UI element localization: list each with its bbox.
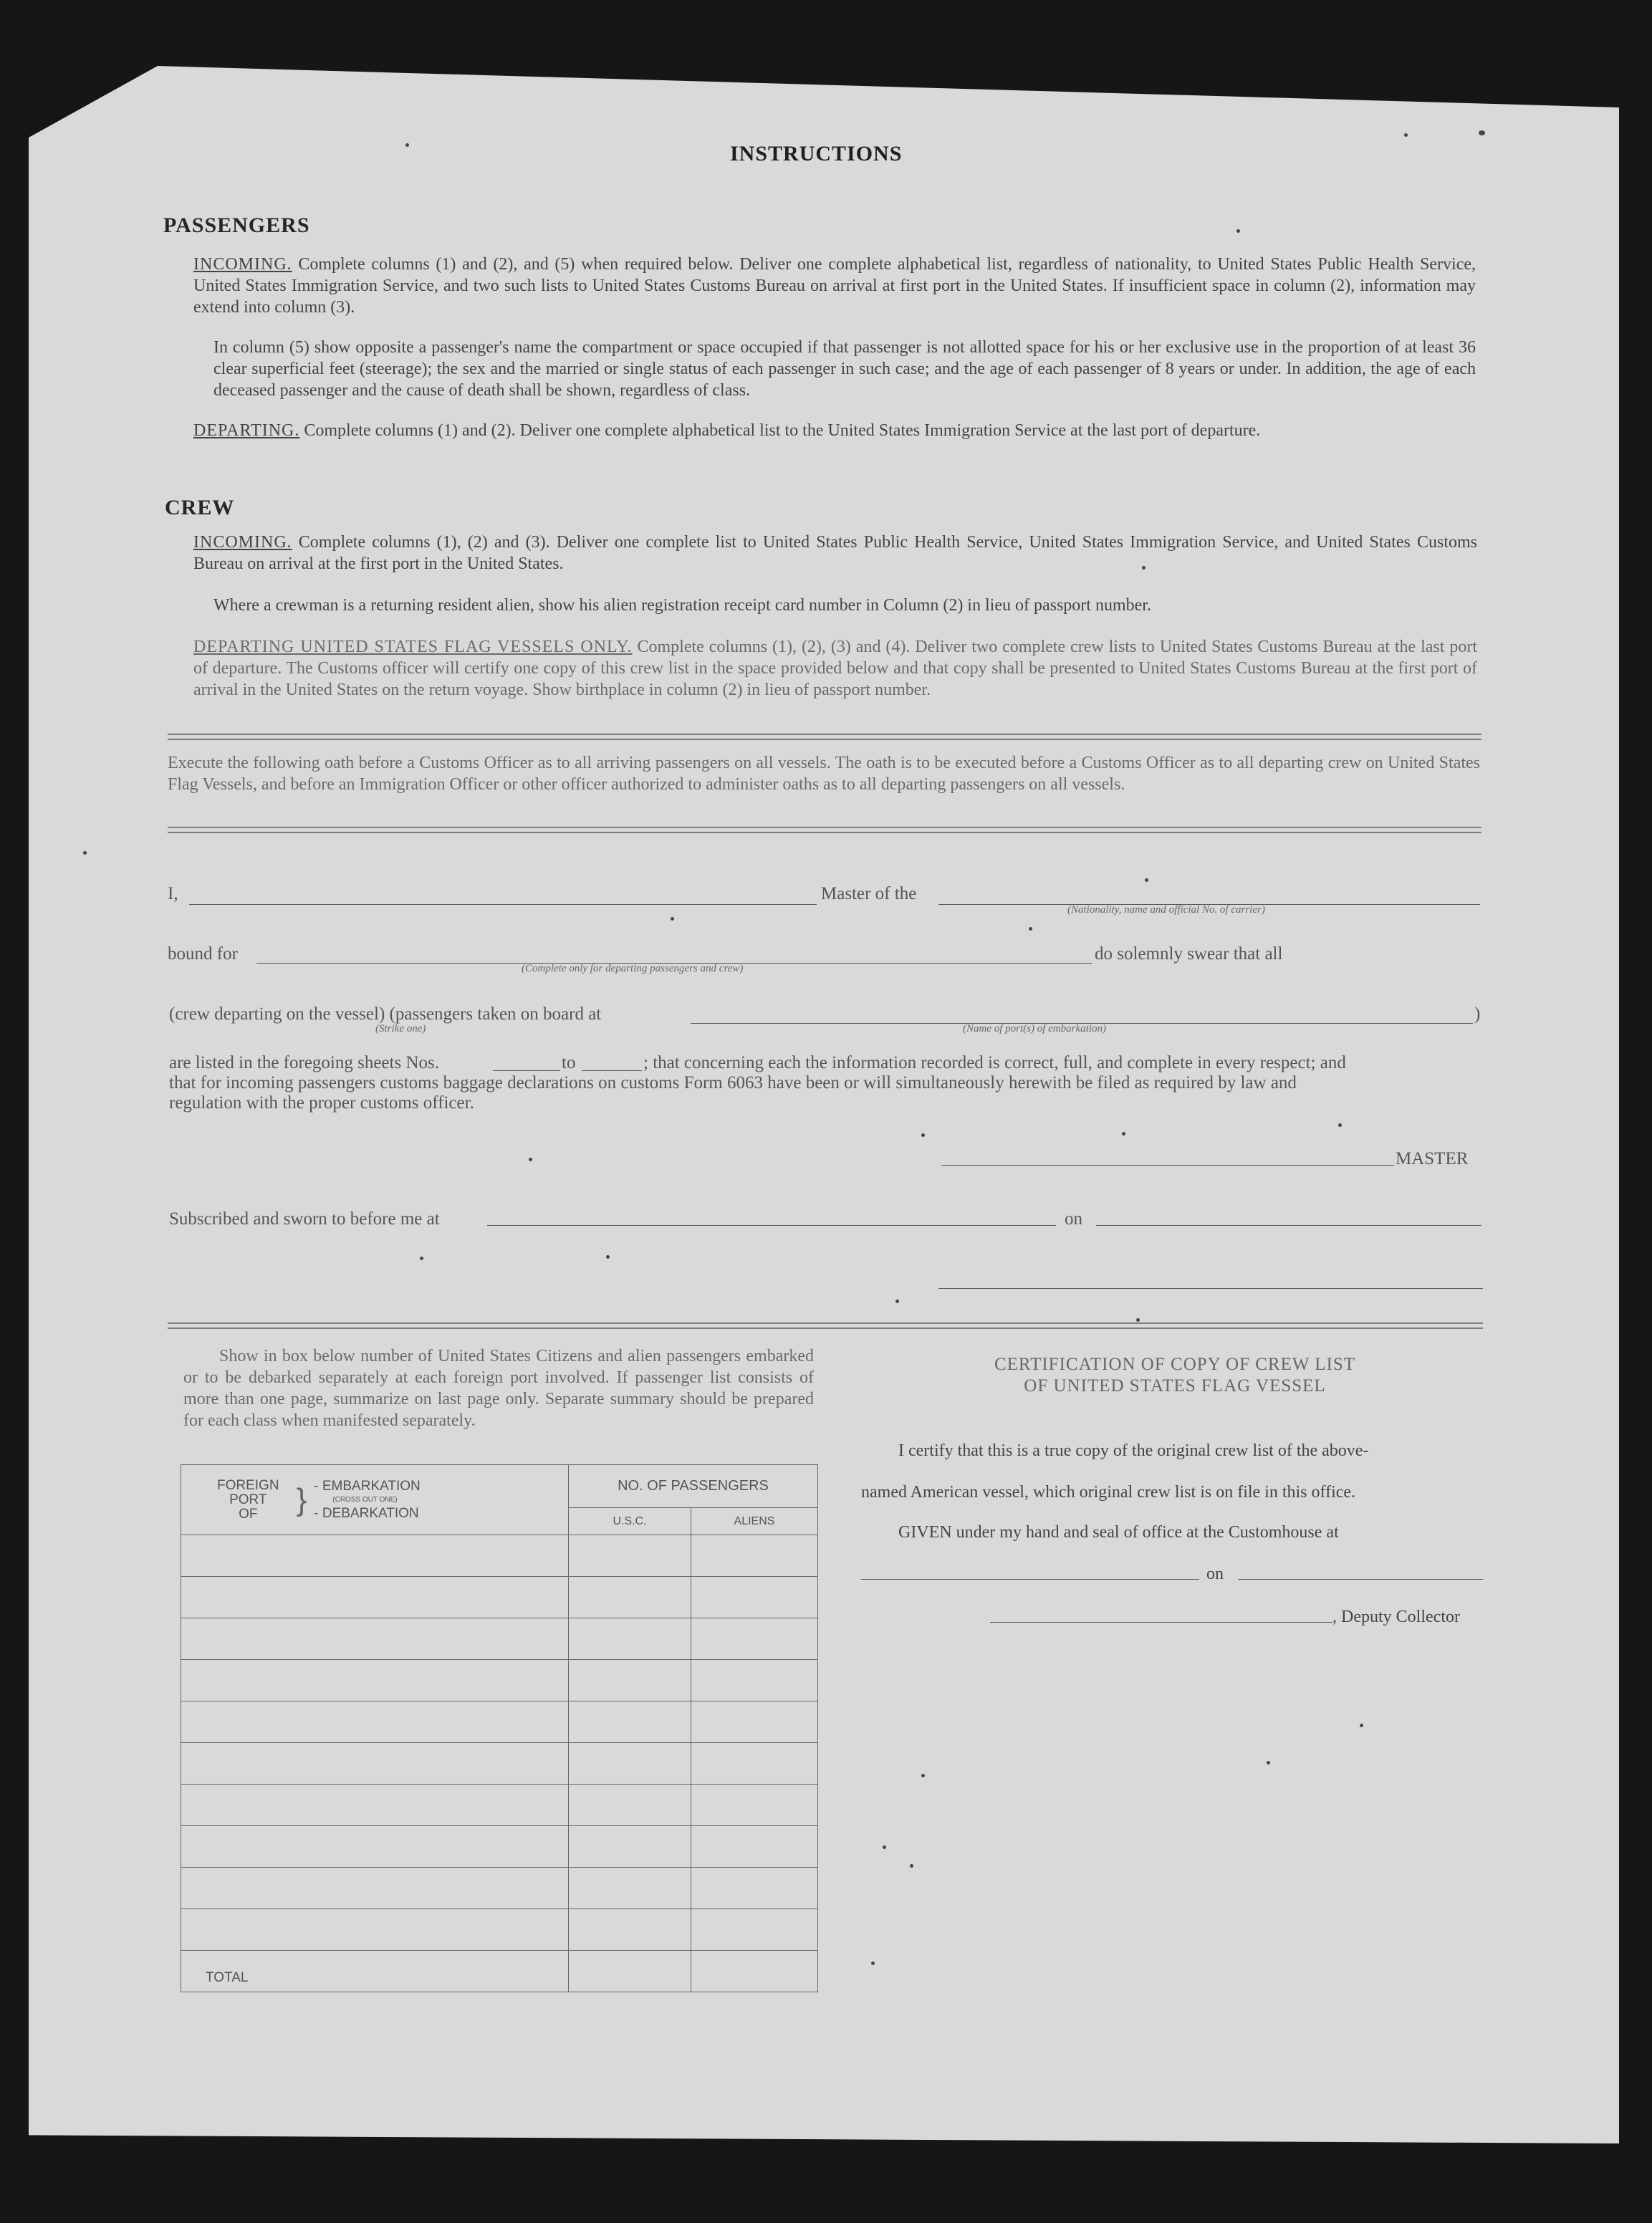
passengers-departing-text: Complete columns (1) and (2). Deliver one complete alphabetical list to the United States Immigration Service at the last port of departure. [304,421,1261,440]
table-row [181,1868,818,1909]
table-row [181,1826,818,1868]
carrier-caption: (Nationality, name and official No. of carrier) [1067,904,1265,916]
certification-line-3: GIVEN under my hand and seal of office at the Customhouse at [898,1523,1339,1542]
certification-line-1: I certify that this is a true copy of the original crew list of the above- [898,1441,1369,1460]
passengers-departing-label: DEPARTING. [193,421,300,440]
crew-departing-label: DEPARTING UNITED STATES FLAG VESSELS ONLY. [193,638,633,656]
strike-caption: (Strike one) [375,1023,426,1034]
master-of-the-label: Master of the [821,884,917,903]
crew-departing-text: Complete columns (1), (2), (3) and (4). Deliver two complete crew lists to United States Customs Bureau at the last port of departure. The Customs officer will certify one copy of this crew list in the space provided below and that copy shall be presented to United States Customs Bureau at the first port of arrival in the United States on the return voyage. Show birthplace in column (2) in lieu of passport number. [193,638,1478,699]
sworn-date-field[interactable] [1096,1225,1481,1226]
sheets-text-c: that for incoming passengers customs baggage declarations on customs Form 6063 have been or will simultaneously herewith be filed as required by law and [169,1073,1297,1093]
scan-speck [1479,130,1485,135]
crew-departing-label-line: (crew departing on the vessel) (passengers taken on board at [169,1004,602,1024]
sworn-place-field[interactable] [487,1225,1056,1226]
sworn-on-label: on [1065,1209,1082,1229]
table-row [181,1618,818,1660]
scan-speck [671,917,674,921]
section-divider [168,734,1481,740]
passengers-incoming-text: Complete columns (1) and (2), and (5) when required below. Deliver one complete alphabetical list, regardless of nationality, to United States Public Health Service, United States Immigration Service, and two such lists to United States Customs Bureau on arrival at first port in the United States. If insufficient space in column (2), information may extend into column (3). [193,255,1476,317]
table-row [181,1660,818,1701]
certification-date-field[interactable] [1238,1579,1483,1580]
table-row [181,1535,818,1577]
brace-icon: } [296,1482,307,1517]
master-signature-field[interactable] [941,1165,1394,1166]
bound-for-caption: (Complete only for departing passengers and crew) [522,963,744,974]
scan-speck [606,1255,610,1259]
embarkation-label[interactable]: - EMBARKATION [314,1479,421,1494]
officer-signature-field[interactable] [938,1288,1483,1289]
scan-speck [921,1774,925,1777]
total-row [181,1951,818,1992]
scan-speck [1404,133,1408,137]
scan-speck [1145,878,1148,882]
table-row [181,1743,818,1785]
scan-speck [405,143,409,147]
port-header-cell [181,1465,569,1535]
passengers-column5-paragraph: In column (5) show opposite a passenger's name the compartment or space occupied if that passenger is not allotted space for his or her exclusive use in the proportion of at least 36 clear superficial feet (steerage); the sex and the married or single status of each passenger in such case; and the age of each passenger of 8 years or under. In addition, the age of each deceased passenger and the cause of death shall be shown, regardless of class. [213,338,1476,400]
page-title: INSTRUCTIONS [730,142,903,165]
crew-departing-paragraph [193,636,1477,701]
table-row [181,1909,818,1951]
customhouse-field[interactable] [861,1579,1199,1580]
total-label: TOTAL [181,1951,569,1992]
scan-speck [1360,1724,1363,1727]
sheets-text-b: ; that concerning each the information recorded is correct, full, and complete in every respect; and [643,1053,1346,1072]
deputy-signature-field[interactable] [990,1622,1332,1623]
scan-speck [895,1300,899,1303]
crew-incoming-paragraph [193,532,1477,575]
certification-title-line-1: CERTIFICATION OF COPY OF CREW LIST [994,1355,1356,1374]
scan-speck [871,1962,875,1965]
scan-speck [420,1257,423,1260]
scan-speck [921,1133,925,1137]
usc-header: U.S.C. [569,1508,691,1535]
certification-title-line-2: OF UNITED STATES FLAG VESSEL [1024,1376,1326,1396]
certification-title [867,1354,1483,1397]
crew-heading: CREW [165,496,235,519]
table-row [181,1785,818,1826]
debarkation-label[interactable]: - DEBARKATION [314,1506,419,1521]
scan-speck [1267,1761,1270,1765]
passengers-departing-paragraph [193,420,1476,441]
port-label: PORT [229,1492,267,1507]
master-label: MASTER [1396,1149,1469,1168]
crew-incoming-label: INCOMING. [193,533,292,552]
table-row [181,1577,818,1618]
sheets-to-field[interactable] [582,1070,642,1071]
scan-speck [910,1864,913,1868]
foreign-label: FOREIGN [217,1477,279,1493]
scan-speck [1136,1318,1140,1322]
scan-speck [1122,1132,1125,1135]
sheets-to-label: to [562,1053,576,1072]
close-paren: ) [1474,1004,1481,1024]
scan-speck [1029,927,1032,931]
sheets-from-field[interactable] [493,1070,560,1071]
passenger-summary-table [181,1464,818,1992]
no-of-passengers-header: NO. OF PASSENGERS [569,1465,818,1508]
bound-for-label: bound for [168,944,238,964]
passengers-incoming-paragraph [193,254,1476,318]
ports-caption: (Name of port(s) of embarkation) [963,1023,1106,1034]
sheets-label: are listed in the foregoing sheets Nos. [169,1053,439,1072]
table-row [181,1701,818,1743]
scan-speck [1142,566,1146,570]
cross-out-note: (CROSS OUT ONE) [332,1496,398,1504]
scan-speck [83,851,87,855]
deputy-collector-label: , Deputy Collector [1332,1608,1460,1626]
sheets-text-d: regulation with the proper customs officer. [169,1093,474,1113]
oath-i-label: I, [168,884,178,903]
passengers-incoming-label: INCOMING. [193,255,292,274]
certification-on-label: on [1206,1565,1224,1583]
subscribed-label: Subscribed and sworn to before me at [169,1209,440,1229]
summary-note: Show in box below number of United States Citizens and alien passengers embarked or to be debarked separately at each foreign port involved. If passenger list consists of more than one page, summarize on last page only. Separate summary should be prepared for each class when manifested separately. [183,1347,814,1430]
crew-incoming-text: Complete columns (1), (2) and (3). Deliver one complete list to United States Public Health Service, United States Immigration Service, and United States Customs Bureau on arrival at the first port in the United States. [193,533,1478,573]
scan-speck [529,1158,532,1161]
section-divider [168,827,1481,833]
master-name-field[interactable] [189,904,817,905]
section-divider [168,1322,1483,1329]
crew-resident-paragraph: Where a crewman is a returning resident alien, show his alien registration receipt card number in Column (2) in lieu of passport number. [213,596,1151,615]
oath-instructions: Execute the following oath before a Customs Officer as to all arriving passengers on all vessels. The oath is to be executed before a Customs Officer as to all departing crew on United States Flag Vessels, and before an Immigration Officer or other officer authorized to administer oaths as to all departing passengers on all vessels. [168,754,1480,794]
swear-label: do solemnly swear that all [1095,944,1283,964]
scan-speck [883,1845,886,1849]
scan-speck [1236,229,1240,233]
certification-line-2: named American vessel, which original crew list is on file in this office. [861,1483,1356,1502]
passengers-heading: PASSENGERS [163,213,310,237]
scan-speck [1338,1123,1342,1127]
aliens-header: ALIENS [691,1508,818,1535]
of-label: OF [239,1506,258,1522]
